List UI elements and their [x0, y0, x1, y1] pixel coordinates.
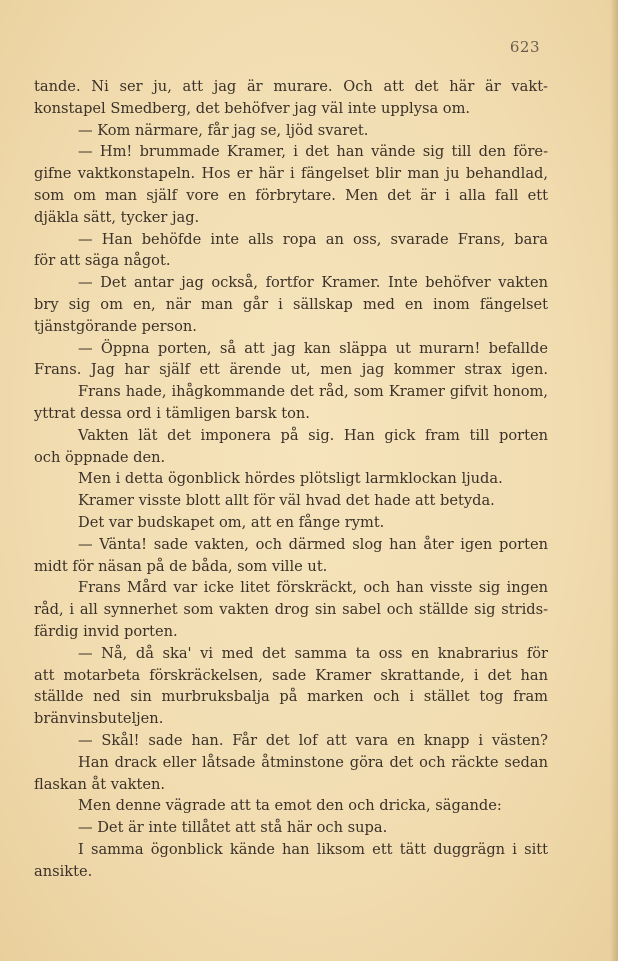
text-line: Men denne vägrade att ta emot den och dricka, sägande: [78, 797, 502, 815]
text-line: — Skål! sade han. Får det lof att vara en knapp i västen? [78, 731, 548, 749]
text-line: — Det är inte tillåtet att stå här och supa. [78, 819, 388, 837]
text-line: att motarbeta förskräckelsen, sade Kramer skrattande, i det han [34, 666, 548, 684]
text-line: Frans Mård var icke litet förskräckt, och han visste sig ingen [78, 579, 548, 597]
text-line: konstapel Smedberg, det behöfver jag väl inte upplysa om. [34, 99, 471, 117]
text-line: ansikte. [34, 862, 93, 880]
text-line: och öppnade den. [34, 448, 166, 466]
text-line: Men i detta ögonblick hördes plötsligt larmklockan ljuda. [78, 470, 503, 488]
text-line: för att säga något. [34, 252, 171, 270]
text-line: — Hm! brummade Kramer, i det han vände sig till den före- [78, 143, 548, 161]
text-line: — Öppna porten, så att jag kan släppa ut murarn! befallde [78, 339, 548, 357]
text-line: Vakten lät det imponera på sig. Han gick fram till porten [78, 426, 548, 444]
text-line: råd, i all synnerhet som vakten drog sin sabel och ställde sig strids- [34, 601, 548, 619]
text-line: yttrat dessa ord i tämligen barsk ton. [34, 404, 310, 422]
text-line: Frans. Jag har själf ett ärende ut, men jag kommer strax igen. [34, 361, 548, 379]
page-edge-shadow [610, 0, 618, 961]
text-line: djäkla sätt, tycker jag. [34, 208, 200, 226]
body-text [34, 76, 548, 882]
text-line: — Han behöfde inte alls ropa an oss, svarade Frans, bara [78, 230, 548, 248]
text-line: I samma ögonblick kände han liksom ett tätt duggrägn i sitt [78, 840, 548, 858]
text-line: ställde ned sin murbruksbalja på marken och i stället tog fram [34, 688, 548, 706]
text-line: bry sig om en, när man går i sällskap med en inom fängelset [34, 295, 548, 313]
text-line: färdig invid porten. [34, 622, 178, 640]
text-line: bränvinsbuteljen. [34, 710, 164, 728]
text-line: gifne vaktkonstapeln. Hos er här i fängelset blir man ju behandlad, [34, 165, 548, 183]
text-line: — Vänta! sade vakten, och därmed slog han åter igen porten [78, 535, 548, 553]
text-line: Han drack eller låtsade åtminstone göra det och räckte sedan [78, 753, 548, 771]
text-line: Frans hade, ihågkommande det råd, som Kramer gifvit honom, [78, 383, 548, 401]
text-line: tande. Ni ser ju, att jag är murare. Och att det här är vakt- [34, 78, 548, 95]
text-line: Kramer visste blott allt för väl hvad det hade att betyda. [78, 492, 495, 510]
text-line: — Kom närmare, får jag se, ljöd svaret. [78, 121, 369, 139]
text-line: midt för näsan på de båda, som ville ut. [34, 557, 328, 575]
text-line: Det var budskapet om, att en fånge rymt. [78, 513, 385, 531]
text-line: — Nå, då ska' vi med det samma ta oss en knabrarius för [78, 644, 548, 662]
page-number: 623 [509, 38, 540, 56]
text-line: tjänstgörande person. [34, 317, 197, 335]
text-line: som om man själf vore en förbrytare. Men det är i alla fall ett [34, 186, 548, 204]
text-line: — Det antar jag också, fortfor Kramer. Inte behöfver vakten [78, 274, 548, 292]
text-line: flaskan åt vakten. [34, 775, 166, 793]
